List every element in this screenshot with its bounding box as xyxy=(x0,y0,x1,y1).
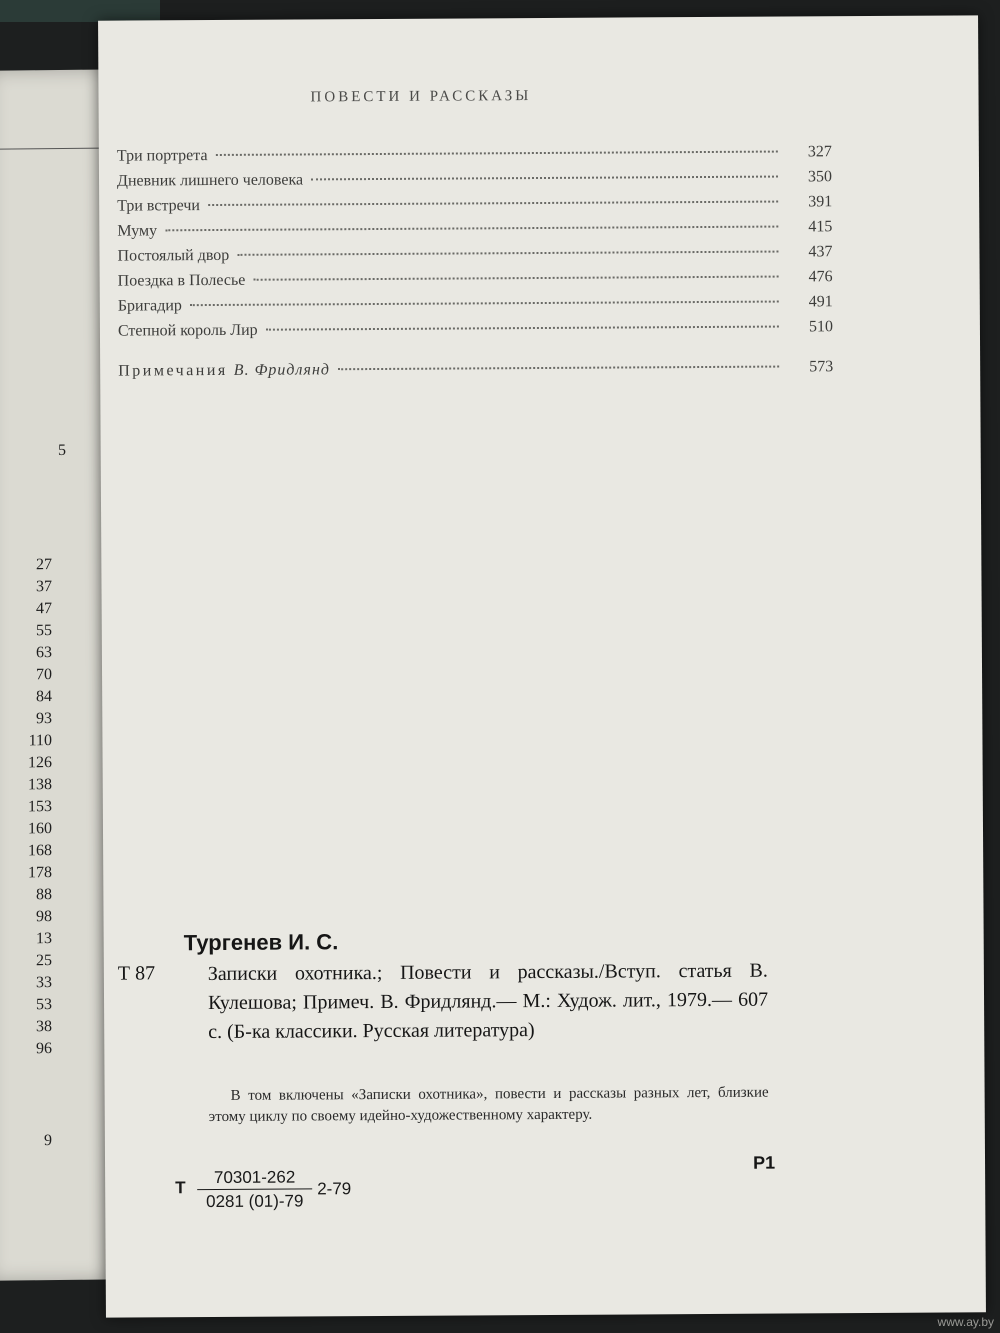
table-of-contents xyxy=(116,143,834,380)
running-head: ПОВЕСТИ И РАССКАЗЫ xyxy=(310,88,532,106)
annotation: В том включены «Записки охотника», повести и рассказы разных лет, близкие этому циклу по своему идейно-художественному характеру. xyxy=(208,1084,769,1126)
toc-leader-dots xyxy=(237,250,778,256)
left-page-number: 27 xyxy=(36,556,52,574)
toc-entry-title: Бригадир xyxy=(117,297,182,315)
index-denominator: 0281 (01)-79 xyxy=(206,1191,304,1212)
notes-label: Примечания xyxy=(118,361,228,380)
left-page-number: 88 xyxy=(36,886,52,904)
left-page-number: 5 xyxy=(58,441,66,460)
left-page-number: 9 xyxy=(44,1132,52,1150)
left-page-number: 38 xyxy=(36,1018,52,1036)
left-page-number: 84 xyxy=(36,688,52,706)
toc-entry-title: Поездка в Полесье xyxy=(117,271,246,290)
left-page-number: 55 xyxy=(36,622,52,640)
left-page-numbers xyxy=(0,70,66,1150)
r1-code: Р1 xyxy=(752,1152,776,1173)
left-page-number: 33 xyxy=(36,974,52,992)
toc-entry-title: Муму xyxy=(117,222,158,240)
left-page-number: 168 xyxy=(28,842,52,860)
left-page-number: 25 xyxy=(36,952,52,970)
book-cover-edge xyxy=(0,0,160,22)
toc-entry-page: 350 xyxy=(807,168,833,186)
watermark: www.ay.by xyxy=(937,1315,994,1329)
notes-author: В. Фридлянд xyxy=(233,361,331,379)
toc-entry xyxy=(117,193,832,221)
index-suffix: 2-79 xyxy=(317,1179,352,1199)
right-page xyxy=(98,15,986,1317)
toc-entry-page: 327 xyxy=(807,143,832,161)
toc-entry-page: 437 xyxy=(808,243,833,261)
index-numerator: 70301-262 xyxy=(197,1167,312,1190)
toc-leader-dots xyxy=(253,275,778,281)
toc-entry-title: Три портрета xyxy=(116,147,208,165)
toc-entry-page: 415 xyxy=(808,218,833,236)
left-page-rule xyxy=(0,148,100,150)
toc-leader-dots xyxy=(190,300,779,307)
left-page-number: 53 xyxy=(36,996,52,1014)
toc-entry-page: 391 xyxy=(808,193,833,211)
toc-entry-title: Степной король Лир xyxy=(117,321,258,340)
toc-leader-dots xyxy=(311,175,778,181)
left-page-number: 96 xyxy=(36,1040,52,1058)
left-page-number: 110 xyxy=(28,732,52,750)
left-page-number: 138 xyxy=(28,776,52,794)
left-page-number: 47 xyxy=(36,600,52,618)
toc-leader-dots xyxy=(165,225,778,232)
toc-entry xyxy=(118,318,833,346)
toc-entry xyxy=(118,293,833,321)
toc-entry-title: Дневник лишнего человека xyxy=(116,171,304,190)
class-code: Т 87 xyxy=(117,962,156,985)
toc-notes-entry xyxy=(118,358,833,386)
toc-entry xyxy=(117,143,832,171)
toc-entry-page: 491 xyxy=(808,293,833,311)
left-page-number: 93 xyxy=(36,710,52,728)
toc-leader-dots xyxy=(208,200,778,206)
toc-leader-dots xyxy=(216,150,778,156)
toc-entry xyxy=(117,218,832,246)
book-description: Записки охотника.; Повести и рассказы./Вступ. статья В. Кулешова; Примеч. В. Фридлянд.— М.: Худож. лит., 1979.— 607 с. (Б-ка классики. Русская литература) xyxy=(207,959,769,1044)
left-page-number: 13 xyxy=(36,930,52,948)
left-page-number: 63 xyxy=(36,644,52,662)
index-letter: Т xyxy=(175,1178,186,1198)
left-page-number: 153 xyxy=(28,798,52,816)
left-page-number: 126 xyxy=(28,754,52,772)
toc-entry xyxy=(117,168,832,196)
toc-entry xyxy=(118,268,833,296)
toc-entry-page: 476 xyxy=(808,268,833,286)
left-page-number: 98 xyxy=(36,908,52,926)
toc-entry-title: Три встречи xyxy=(117,197,201,215)
notes-page: 573 xyxy=(809,358,834,376)
left-page-number: 37 xyxy=(36,578,52,596)
left-page-number: 70 xyxy=(36,666,52,684)
toc-entry-title: Постоялый двор xyxy=(117,246,230,265)
author-heading: Тургенев И. С. xyxy=(183,929,339,956)
left-page-number: 160 xyxy=(28,820,52,838)
toc-leader-dots xyxy=(266,325,779,331)
toc-entry-page: 510 xyxy=(808,318,833,336)
toc-entry xyxy=(117,243,832,271)
left-page-number: 178 xyxy=(28,864,52,882)
toc-leader-dots xyxy=(338,365,779,371)
